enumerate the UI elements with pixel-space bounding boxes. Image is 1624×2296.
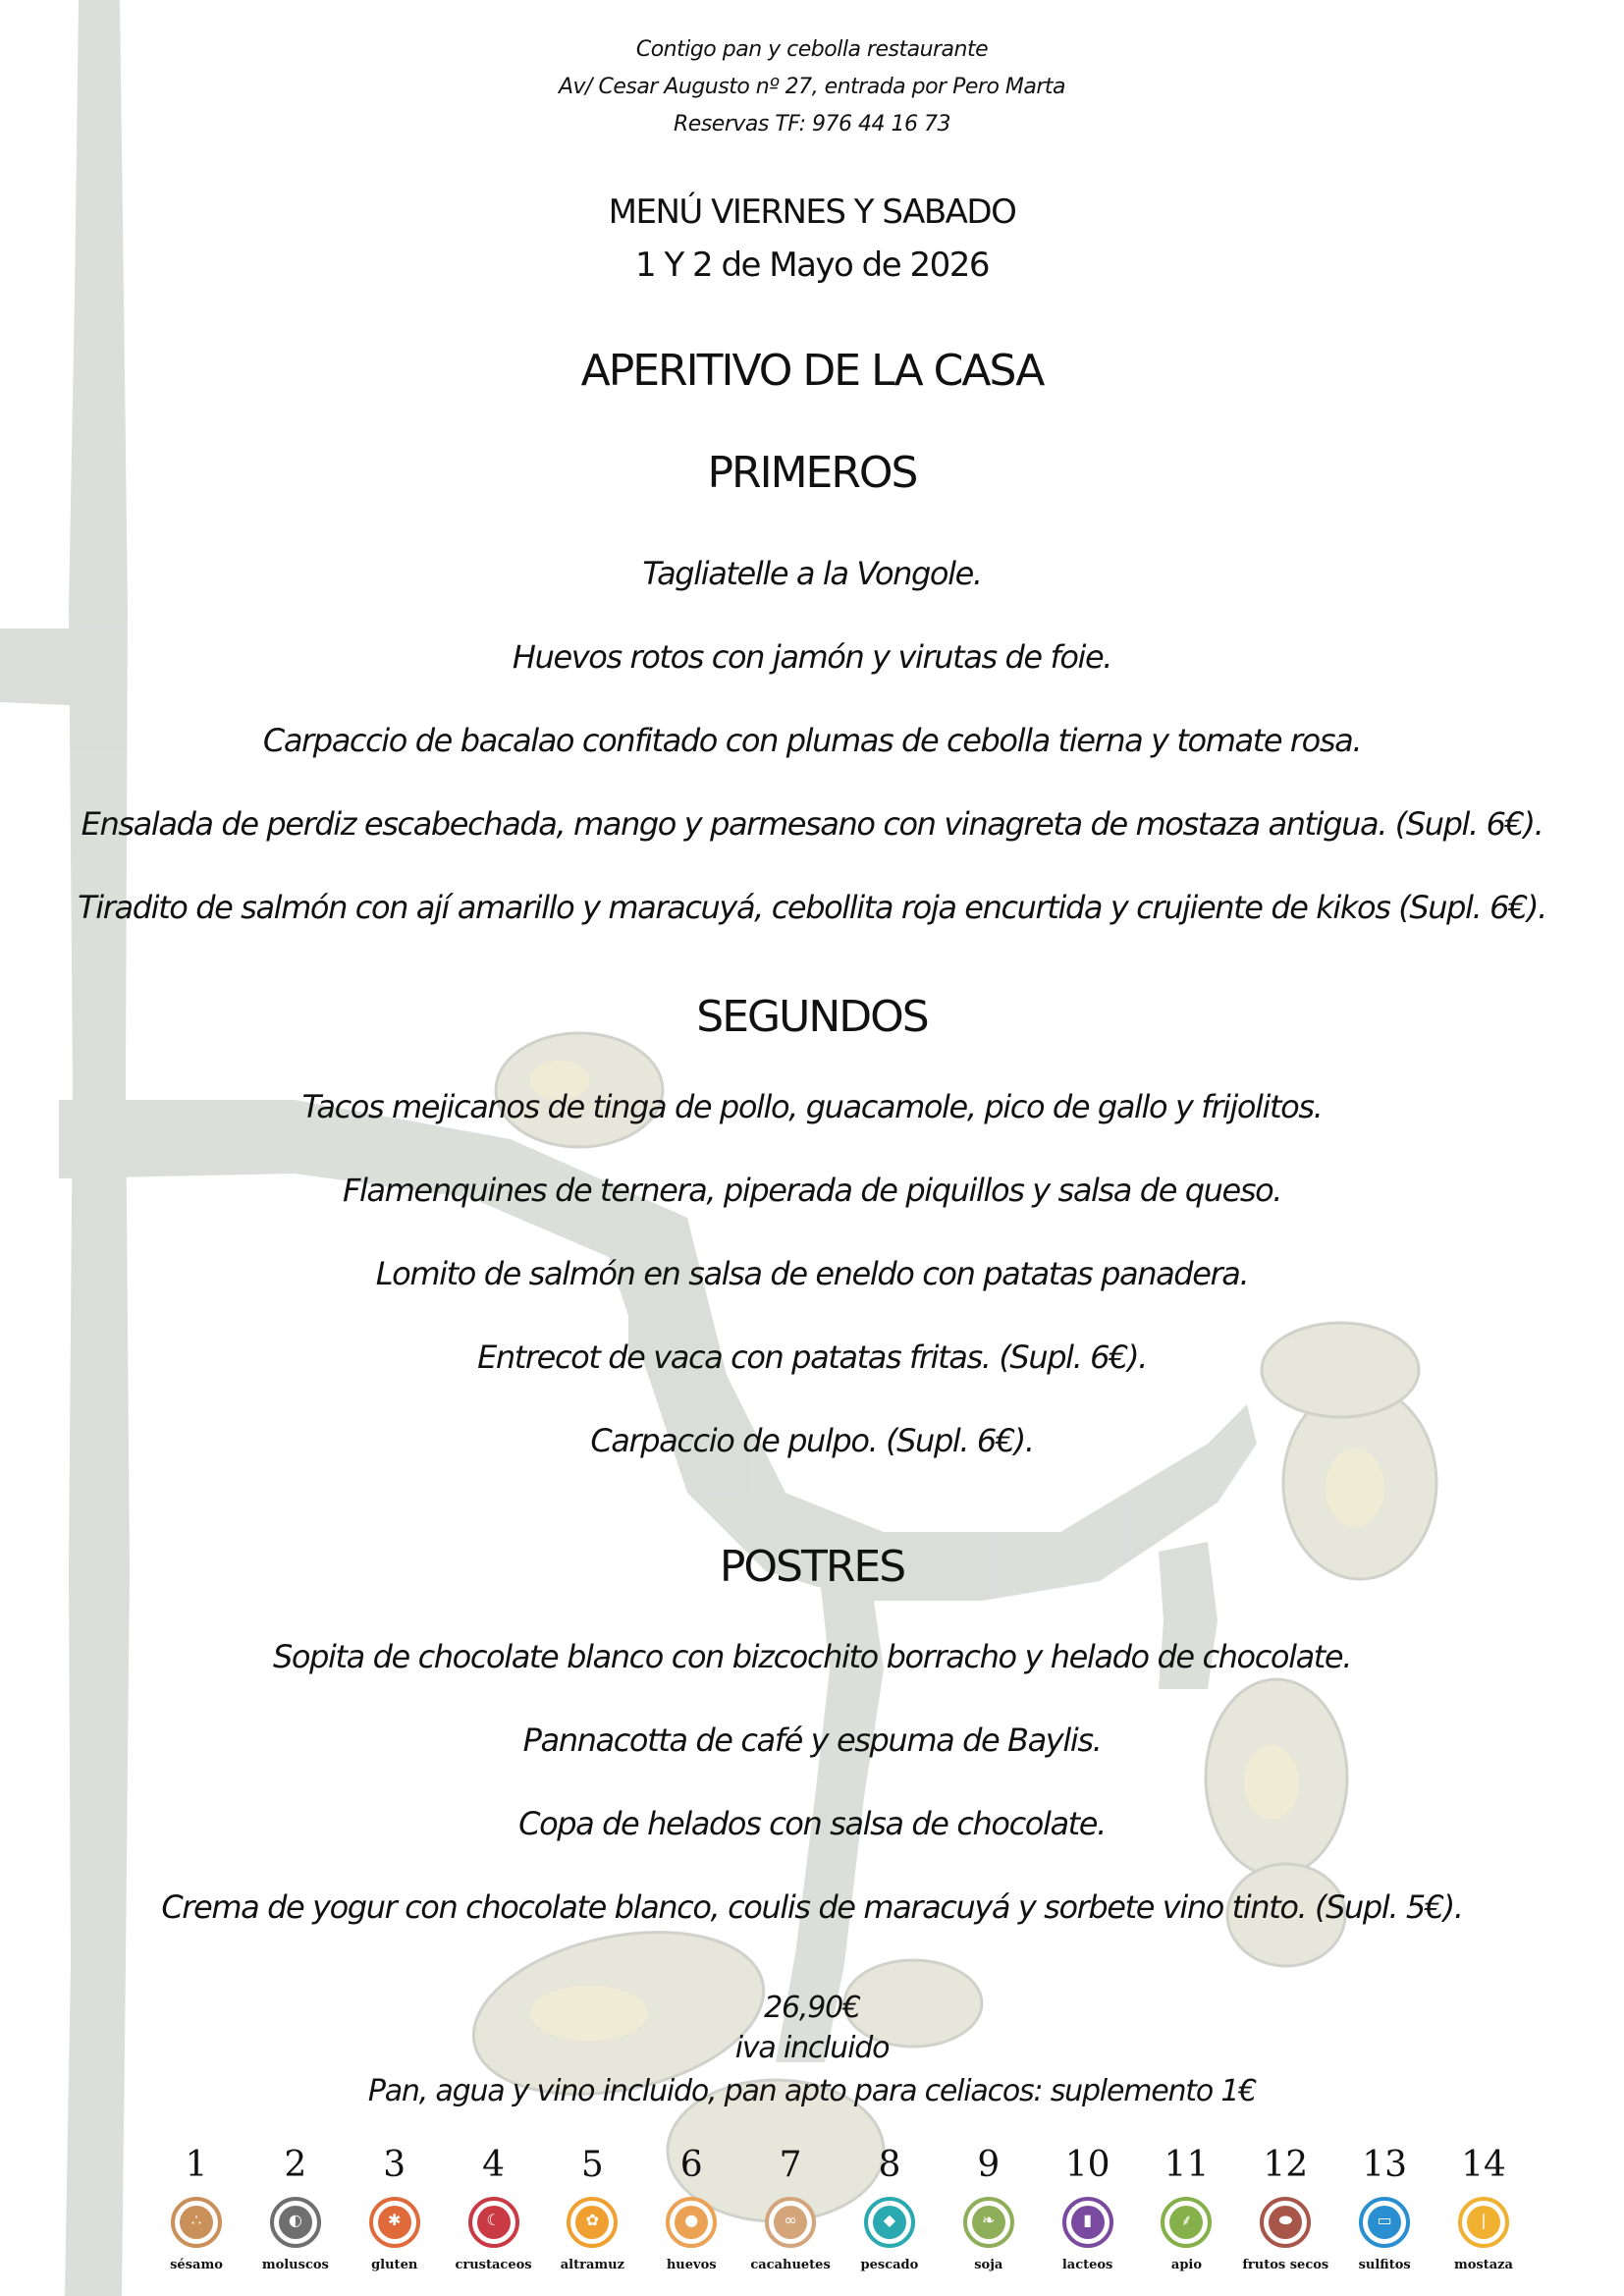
allergen-item bbox=[840, 2146, 939, 2272]
crustacean-icon: ☾ bbox=[468, 2197, 519, 2248]
dairy-icon: ▮ bbox=[1062, 2197, 1113, 2248]
dish-item: Entrecot de vaca con patatas fritas. (Supl. 6€). bbox=[477, 1339, 1147, 1376]
dish-item: Flamenquines de ternera, piperada de piquillos y salsa de queso. bbox=[342, 1172, 1282, 1209]
allergen-label: soja bbox=[974, 2258, 1003, 2272]
aperitivo-heading: APERITIVO DE LA CASA bbox=[580, 346, 1044, 396]
allergen-label: huevos bbox=[666, 2258, 717, 2272]
dish-item: Tacos mejicanos de tinga de pollo, guacamole, pico de gallo y frijolitos. bbox=[301, 1088, 1323, 1125]
allergen-item bbox=[543, 2146, 641, 2272]
dish-item: Pannacotta de café y espuma de Baylis. bbox=[522, 1722, 1102, 1759]
lupin-icon: ✿ bbox=[567, 2197, 618, 2248]
menu-title: MENÚ VIERNES Y SABADO bbox=[608, 192, 1016, 232]
section-title-postres: POSTRES bbox=[719, 1542, 905, 1592]
menu-date: 1 Y 2 de Mayo de 2026 bbox=[635, 246, 989, 285]
allergen-label: lacteos bbox=[1061, 2258, 1113, 2272]
allergen-label: altramuz bbox=[560, 2258, 624, 2272]
dish-item: Carpaccio de bacalao confitado con plumas de cebolla tierna y tomate rosa. bbox=[262, 722, 1362, 759]
allergen-number: 7 bbox=[779, 2145, 802, 2185]
dish-item: Tagliatelle a la Vongole. bbox=[642, 555, 982, 592]
allergen-item bbox=[642, 2146, 740, 2272]
dish-item: Huevos rotos con jamón y virutas de foie. bbox=[512, 638, 1112, 676]
peanut-icon: ∞ bbox=[765, 2197, 816, 2248]
allergen-legend bbox=[157, 2146, 1512, 2293]
allergen-number: 14 bbox=[1461, 2145, 1506, 2185]
section-title-primeros: PRIMEROS bbox=[707, 448, 917, 498]
allergen-label: moluscos bbox=[261, 2258, 329, 2272]
section-title-segundos: SEGUNDOS bbox=[696, 992, 928, 1042]
allergen-label: sésamo bbox=[170, 2258, 223, 2272]
allergen-label: frutos secos bbox=[1242, 2258, 1329, 2272]
allergen-item bbox=[445, 2146, 543, 2272]
allergen-label: apio bbox=[1170, 2258, 1203, 2272]
mustard-icon: ❘ bbox=[1458, 2197, 1509, 2248]
restaurant-name: Contigo pan y cebolla restaurante bbox=[635, 37, 989, 62]
allergen-number: 10 bbox=[1064, 2145, 1110, 2185]
gluten-icon: ✱ bbox=[369, 2197, 420, 2248]
restaurant-address: Av/ Cesar Augusto nº 27, entrada por Pero Marta bbox=[558, 75, 1066, 99]
dish-item: Lomito de salmón en salsa de eneldo con patatas panadera. bbox=[375, 1255, 1249, 1292]
dish-item: Tiradito de salmón con ají amarillo y maracuyá, cebollita roja encurtida y crujiente de kikos (Supl. 6€). bbox=[78, 889, 1546, 926]
allergen-number: 9 bbox=[977, 2145, 1001, 2185]
allergen-label: cacahuetes bbox=[750, 2258, 831, 2272]
fish-icon: ◆ bbox=[864, 2197, 915, 2248]
allergen-number: 3 bbox=[383, 2145, 406, 2185]
dish-item: Sopita de chocolate blanco con bizcochito borracho y helado de chocolate. bbox=[272, 1638, 1351, 1675]
allergen-number: 6 bbox=[679, 2145, 703, 2185]
allergen-number: 1 bbox=[185, 2145, 208, 2185]
allergen-item bbox=[1039, 2146, 1137, 2272]
sulphites-icon: ▭ bbox=[1359, 2197, 1410, 2248]
allergen-number: 12 bbox=[1263, 2145, 1309, 2185]
celery-icon: ⸙ bbox=[1161, 2197, 1212, 2248]
allergen-item bbox=[1137, 2146, 1235, 2272]
dish-item: Crema de yogur con chocolate blanco, coulis de maracuyá y sorbete vino tinto. (Supl. 5€). bbox=[161, 1888, 1463, 1926]
menu-price: 26,90€ bbox=[764, 1991, 860, 2025]
allergen-number: 4 bbox=[482, 2145, 505, 2185]
allergen-item bbox=[246, 2146, 345, 2272]
allergen-number: 8 bbox=[878, 2145, 901, 2185]
allergen-item bbox=[1236, 2146, 1334, 2272]
included-note: Pan, agua y vino incluido, pan apto para celiacos: suplemento 1€ bbox=[367, 2074, 1257, 2108]
allergen-item bbox=[1335, 2146, 1434, 2272]
allergen-label: gluten bbox=[371, 2258, 418, 2272]
sesame-icon: ∴ bbox=[171, 2197, 222, 2248]
allergen-label: crustaceos bbox=[455, 2258, 532, 2272]
dish-item: Ensalada de perdiz escabechada, mango y parmesano con vinagreta de mostaza antigua. (Supl. 6€). bbox=[81, 805, 1543, 843]
egg-icon: ● bbox=[666, 2197, 717, 2248]
allergen-item bbox=[147, 2146, 245, 2272]
soy-icon: ❧ bbox=[963, 2197, 1014, 2248]
allergen-label: pescado bbox=[860, 2258, 919, 2272]
tax-note: iva incluido bbox=[734, 2031, 890, 2065]
dish-item: Carpaccio de pulpo. (Supl. 6€). bbox=[590, 1422, 1034, 1459]
nuts-icon: ⬬ bbox=[1260, 2197, 1311, 2248]
reservations-phone: Reservas TF: 976 44 16 73 bbox=[674, 112, 950, 137]
allergen-item bbox=[346, 2146, 444, 2272]
allergen-number: 2 bbox=[284, 2145, 307, 2185]
allergen-item bbox=[1435, 2146, 1533, 2272]
allergen-number: 11 bbox=[1164, 2145, 1210, 2185]
allergen-number: 13 bbox=[1362, 2145, 1408, 2185]
mollusc-icon: ◐ bbox=[270, 2197, 321, 2248]
allergen-item bbox=[940, 2146, 1038, 2272]
allergen-number: 5 bbox=[580, 2145, 604, 2185]
allergen-item bbox=[741, 2146, 839, 2272]
dish-item: Copa de helados con salsa de chocolate. bbox=[518, 1805, 1106, 1842]
allergen-label: sulfitos bbox=[1358, 2258, 1411, 2272]
allergen-label: mostaza bbox=[1454, 2258, 1513, 2272]
